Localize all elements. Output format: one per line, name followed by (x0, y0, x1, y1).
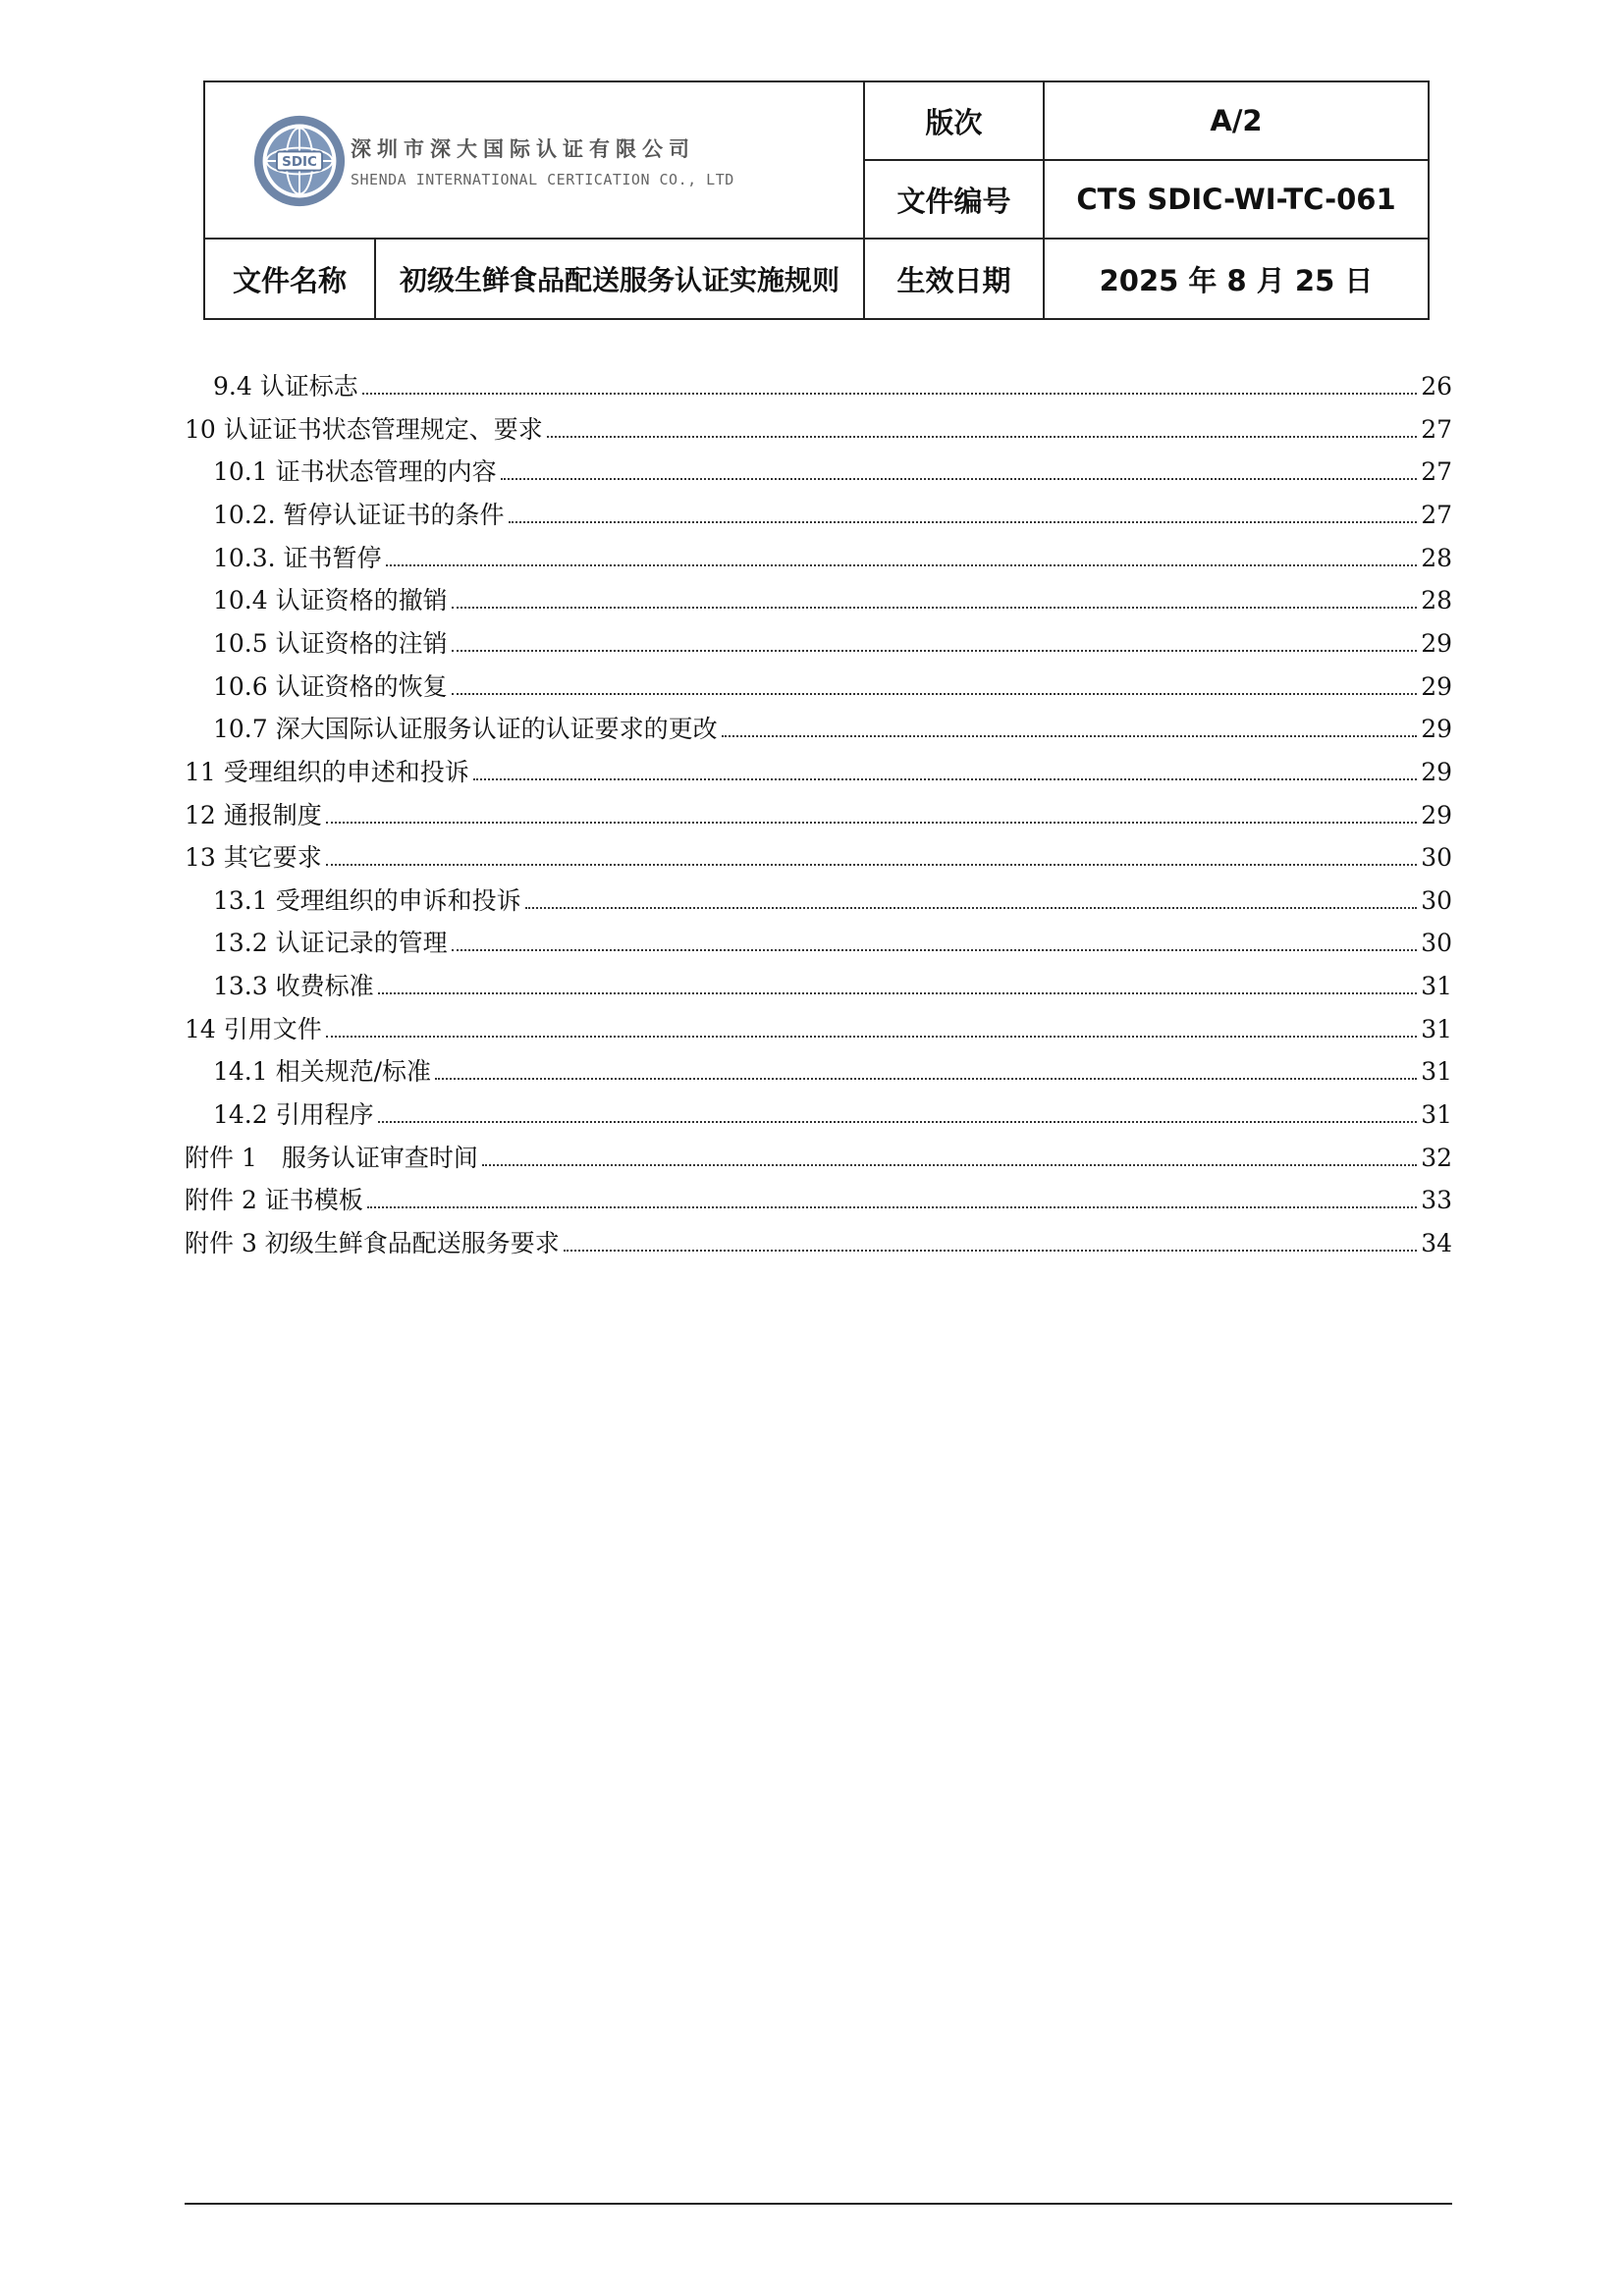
toc-entry[interactable] (185, 1005, 1452, 1044)
toc-dot-leader (326, 822, 1417, 824)
toc-entry-page: 28 (1421, 586, 1452, 615)
toc-entry-title: 13.1 受理组织的申诉和投诉 (213, 885, 521, 915)
toc-entry-title: 10.7 深大国际认证服务认证的认证要求的更改 (213, 715, 718, 744)
toc-entry-title: 13 其它要求 (185, 843, 322, 873)
toc-entry[interactable] (185, 748, 1452, 787)
toc-dot-leader (326, 864, 1417, 866)
toc-entry-title: 12 通报制度 (185, 800, 322, 829)
toc-entry-title: 13.3 收费标准 (213, 972, 374, 1001)
toc-entry-title: 10.3. 证书暂停 (213, 543, 382, 572)
toc-entry-page: 33 (1421, 1186, 1452, 1215)
toc-entry[interactable] (185, 405, 1452, 445)
toc-dot-leader (326, 1036, 1417, 1038)
toc-dot-leader (452, 949, 1418, 951)
toc-entry-page: 34 (1421, 1229, 1452, 1257)
toc-dot-leader (362, 393, 1417, 395)
toc-entry[interactable] (185, 1219, 1452, 1258)
toc-entry[interactable] (213, 919, 1452, 958)
toc-entry-title: 9.4 认证标志 (213, 372, 358, 400)
toc-entry-page: 28 (1421, 543, 1452, 572)
toc-dot-leader (378, 1121, 1418, 1123)
document-header-table (203, 80, 1430, 320)
toc-entry[interactable] (213, 448, 1452, 487)
toc-dot-leader (473, 778, 1417, 780)
version-value: A/2 (1210, 104, 1263, 137)
toc-entry[interactable] (213, 962, 1452, 1001)
toc-dot-leader (564, 1250, 1417, 1252)
toc-dot-leader (509, 521, 1418, 523)
toc-entry-page: 29 (1421, 757, 1452, 786)
toc-entry[interactable] (213, 491, 1452, 530)
svg-text:SDIC: SDIC (282, 154, 317, 170)
toc-entry-title: 11 受理组织的申述和投诉 (185, 757, 469, 786)
company-name-en: SHENDA INTERNATIONAL CERTICATION CO., LTD (351, 171, 734, 188)
toc-entry-title: 10.5 认证资格的注销 (213, 628, 448, 658)
toc-entry-title: 10.4 认证资格的撤销 (213, 586, 448, 615)
toc-entry[interactable] (213, 576, 1452, 615)
toc-dot-leader (452, 607, 1418, 609)
toc-dot-leader (482, 1164, 1417, 1166)
toc-entry-page: 27 (1421, 457, 1452, 487)
toc-entry[interactable] (213, 1047, 1452, 1087)
toc-dot-leader (452, 693, 1418, 695)
toc-dot-leader (547, 436, 1417, 438)
document-number-label: 文件编号 (896, 184, 1011, 218)
toc-entry-page: 29 (1421, 715, 1452, 744)
toc-entry-page: 30 (1421, 843, 1452, 873)
toc-entry-page: 27 (1421, 414, 1452, 444)
toc-entry-page: 31 (1421, 1057, 1452, 1087)
toc-entry-page: 27 (1421, 500, 1452, 529)
toc-entry-title: 14 引用文件 (185, 1014, 322, 1043)
company-seal-icon (252, 114, 347, 208)
toc-entry-title: 10.6 认证资格的恢复 (213, 671, 448, 701)
toc-entry-title: 附件 3 初级生鲜食品配送服务要求 (185, 1229, 560, 1257)
effective-date-value: 2025 年 8 月 25 日 (1099, 263, 1374, 297)
toc-entry-page: 31 (1421, 1014, 1452, 1043)
toc-entry[interactable] (213, 705, 1452, 744)
toc-entry-title: 10 认证证书状态管理规定、要求 (185, 414, 543, 444)
toc-entry-page: 26 (1421, 372, 1452, 400)
toc-dot-leader (435, 1078, 1417, 1080)
footer-rule (185, 2203, 1452, 2205)
toc-entry-title: 13.2 认证记录的管理 (213, 929, 448, 958)
toc-entry-page: 29 (1421, 671, 1452, 701)
toc-dot-leader (722, 735, 1418, 737)
version-label: 版次 (925, 105, 983, 139)
toc-entry[interactable] (213, 877, 1452, 916)
toc-entry[interactable] (213, 362, 1452, 401)
company-name-cn: 深圳市深大国际认证有限公司 (351, 137, 695, 161)
toc-dot-leader (525, 907, 1418, 909)
toc-dot-leader (452, 650, 1418, 652)
toc-dot-leader (501, 478, 1418, 480)
toc-entry[interactable] (213, 663, 1452, 702)
toc-entry-page: 29 (1421, 800, 1452, 829)
toc-entry-page: 31 (1421, 972, 1452, 1001)
document-name-value: 初级生鲜食品配送服务认证实施规则 (399, 264, 839, 296)
toc-entry-title: 10.2. 暂停认证证书的条件 (213, 500, 505, 529)
toc-entry-title: 附件 1 服务认证审查时间 (185, 1143, 478, 1172)
toc-entry-title: 14.2 引用程序 (213, 1100, 374, 1130)
toc-entry-page: 31 (1421, 1100, 1452, 1130)
document-name-label: 文件名称 (232, 263, 347, 297)
company-logo-cell (205, 82, 865, 240)
toc-entry[interactable] (213, 534, 1452, 573)
toc-dot-leader (386, 564, 1418, 566)
toc-entry[interactable] (213, 1091, 1452, 1130)
toc-entry-title: 10.1 证书状态管理的内容 (213, 457, 497, 487)
toc-entry-title: 附件 2 证书模板 (185, 1186, 363, 1215)
toc-entry[interactable] (185, 1134, 1452, 1173)
toc-entry[interactable] (185, 1176, 1452, 1215)
effective-date-label: 生效日期 (896, 263, 1011, 297)
toc-entry-page: 30 (1421, 929, 1452, 958)
toc-entry[interactable] (185, 791, 1452, 830)
toc-entry[interactable] (213, 619, 1452, 659)
toc-entry-title: 14.1 相关规范/标准 (213, 1057, 432, 1087)
toc-entry-page: 32 (1421, 1143, 1452, 1172)
toc-entry[interactable] (185, 833, 1452, 873)
toc-dot-leader (367, 1206, 1417, 1208)
toc-entry-page: 30 (1421, 885, 1452, 915)
toc-entry-page: 29 (1421, 628, 1452, 658)
document-number-value: CTS SDIC-WI-TC-061 (1076, 183, 1396, 216)
toc-dot-leader (378, 992, 1418, 994)
